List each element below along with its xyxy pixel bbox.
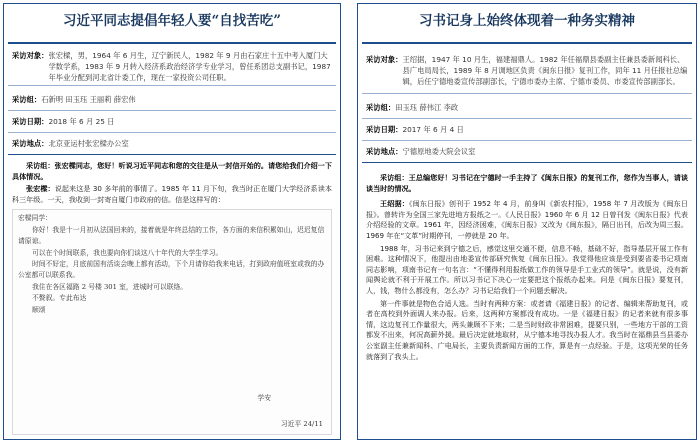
- meta-label: 采访地点：: [12, 139, 49, 148]
- left-interview-meta: [4, 44, 340, 83]
- letter-line: 不赘叙。专此布达: [32, 294, 87, 303]
- letter-signature: 习近平 24/11: [280, 419, 323, 428]
- meta-label: 采访组：: [12, 95, 42, 104]
- right-body-paragraph: 1988 年，习书记来到宁德之后，感觉这里交通不便，信息不畅，基础不好，指导基层开展工作有困难。这种情况下，他提出由地委宣传部研究恢复《闽东日报》。我觉得他应该是受到要省委书记项南同志影响，项南书记有一句名言：“不懂得利用报纸做工作的领导是手工业式的领导”。就是说，没有新闻舆论就不利于开展工作。所以习书记下决心一定要把这个报纸办起来。问是《闽东日报》要复刊，人，钱，物什么都没有，怎么办？习书记给我们一个问题丢解决。: [366, 243, 688, 295]
- right-interview-answer: [366, 199, 688, 241]
- letter-closing: 学安: [257, 393, 271, 402]
- answer-text: 《闽东日报》创刊于 1952 年 4 月，前身叫《新农村报》，1958 年 7 月改版为《闽东日报》。曾转许为全国三家先进地方报纸之一。《人民日报》1960 年 6 月 12 日曾刊发《闽东日报》代表介绍经验的文章。1961 年，因经济困难，《闽东日报》又改为《闽东报》，隔日出刊，后改为周三报。1969 年在“文革”时期停刊，一停就是 20 年。: [366, 199, 688, 240]
- meta-value: 2017 年 6 月 4 日: [402, 125, 464, 134]
- right-meta-divider: [362, 118, 692, 119]
- letter-line: 可以在个时间联系，我也要向你们谈这八十年代的大学生学习。: [32, 248, 223, 257]
- right-article-title: 习书记身上始终体现着一种务实精神: [419, 13, 635, 29]
- left-article-body: [4, 155, 340, 435]
- right-article-page: [357, 3, 697, 440]
- right-interview-meta: [358, 44, 696, 93]
- meta-label: 采访组：: [366, 103, 396, 112]
- letter-line: 顺颂: [32, 305, 46, 314]
- meta-label: 采访日期：: [12, 117, 49, 126]
- left-article-page: [3, 3, 341, 440]
- meta-label: 采访地点：: [366, 147, 403, 156]
- right-meta-divider: [362, 140, 692, 141]
- right-interview-meta-details: [358, 94, 696, 157]
- meta-value: 北京亚运村张宏樑办公室: [48, 139, 129, 148]
- left-meta-divider: [8, 110, 336, 111]
- meta-value: 2018 年 6 月 25 日: [48, 117, 115, 126]
- right-body-paragraph: 第一件事就是物色合适人选。当时有两种方案：或者请《福建日报》的记者、编辑来帮助复刊，或者在高校到外面调人来办报。后来，这两种方案都没有成功。一是《福建日报》的记者来就有很多事情，这边复刊工作量很大，两头兼顾不下来；二是当时财政非常困难，提要只别，一些地方干部的工资都发不出来，何况高薪外援。最后决定就地取材，从宁德本地寻找办报人才。我当时在福鼎县当县委办公室副主任兼新闻科、广电局长，主要负责新闻方面的工作，算是有一点经验。于是，这项光荣的任务就落到了我头上。: [366, 298, 688, 361]
- left-article-title: 习近平同志提倡年轻人要“自找苦吃”: [62, 13, 282, 29]
- right-meta-location: [366, 146, 688, 157]
- left-interview-meta-details: [4, 86, 340, 149]
- letter-line: 你好！我是十一月初从法国回来的，接着就是年终总结的工作，各方面的来信积累如山，迟迟复信请原谅。: [18, 225, 325, 246]
- meta-label: 采访对象：: [366, 55, 403, 64]
- meta-value: 田玉珏 薛伟江 李政: [395, 103, 459, 112]
- left-meta-divider: [8, 132, 336, 133]
- meta-value: 张宏樑，男，1964 年 6 月生，辽宁新民人，1982 年 9 月由石家庄十五中考入厦门大学数学系，1983 年 9 月转入经济系政治经济学专业学习，曾任系团总支副书记，1987 年毕业分配到河北省计委工作，现在一家投资公司任职。: [48, 51, 331, 82]
- right-meta-team: [366, 102, 688, 113]
- meta-value: 宁德原地委大院会议室: [402, 147, 476, 156]
- right-article-body: [358, 163, 696, 362]
- letter-line: 时间不好定，月底前国有活谈会晚上都有活动，下个月请你给我来电话，打到政府值班室或我的办公室都可以联系我。: [18, 260, 325, 280]
- left-meta-interviewee: [12, 50, 332, 83]
- meta-value: 石新明 田玉珏 王丽莉 薛宏伟: [41, 95, 136, 104]
- meta-label: 采访对象：: [12, 51, 49, 60]
- left-meta-date: [12, 116, 332, 127]
- answer-speaker: 王绍据：: [380, 199, 409, 209]
- left-interview-answer: [12, 184, 332, 205]
- handwritten-letter-image: [12, 209, 332, 435]
- meta-label: 采访日期：: [366, 125, 403, 134]
- answer-text: 说起来这是 30 多年前的事情了。1985 年 11 月下旬，我当时正在厦门大学经济系读本科三年级。一天，我收到一封寄自厦门市政府的信。信是这样写的：: [12, 184, 332, 204]
- right-meta-date: [366, 124, 688, 135]
- left-meta-team: [12, 94, 332, 105]
- letter-line: 我住在各区福路 2 号楼 301 室，进城时可以联络。: [32, 282, 188, 291]
- left-interview-question: 采访组：张宏樑同志，您好！听说习近平同志和您的交往是从一封信开始的。请您给我们介绍一下具体情况。: [12, 161, 332, 181]
- answer-speaker: 张宏樑：: [26, 184, 55, 194]
- letter-salutation: 宏樑同学：: [18, 214, 52, 223]
- right-interview-question: 采访组：王总编您好！习书记在宁德时一手主持了《闽东日报》的复刊工作，您作为当事人，请谈谈当时的情况。: [366, 173, 688, 193]
- meta-value: 王绍据，1947 年 10 月生，福建福鼎人。1982 年任福鼎县委副主任兼县委新闻科长、县广电局局长，1989 年 8 月调地区负责《闽东日报》复刊工作，同年 11 月任报社总编辑，后任宁德地委宣传部副部长，宁德市委办主席、宁德市委员、市委宣传部副部长。: [402, 55, 688, 86]
- left-meta-location: [12, 138, 332, 149]
- right-meta-interviewee: [366, 54, 688, 87]
